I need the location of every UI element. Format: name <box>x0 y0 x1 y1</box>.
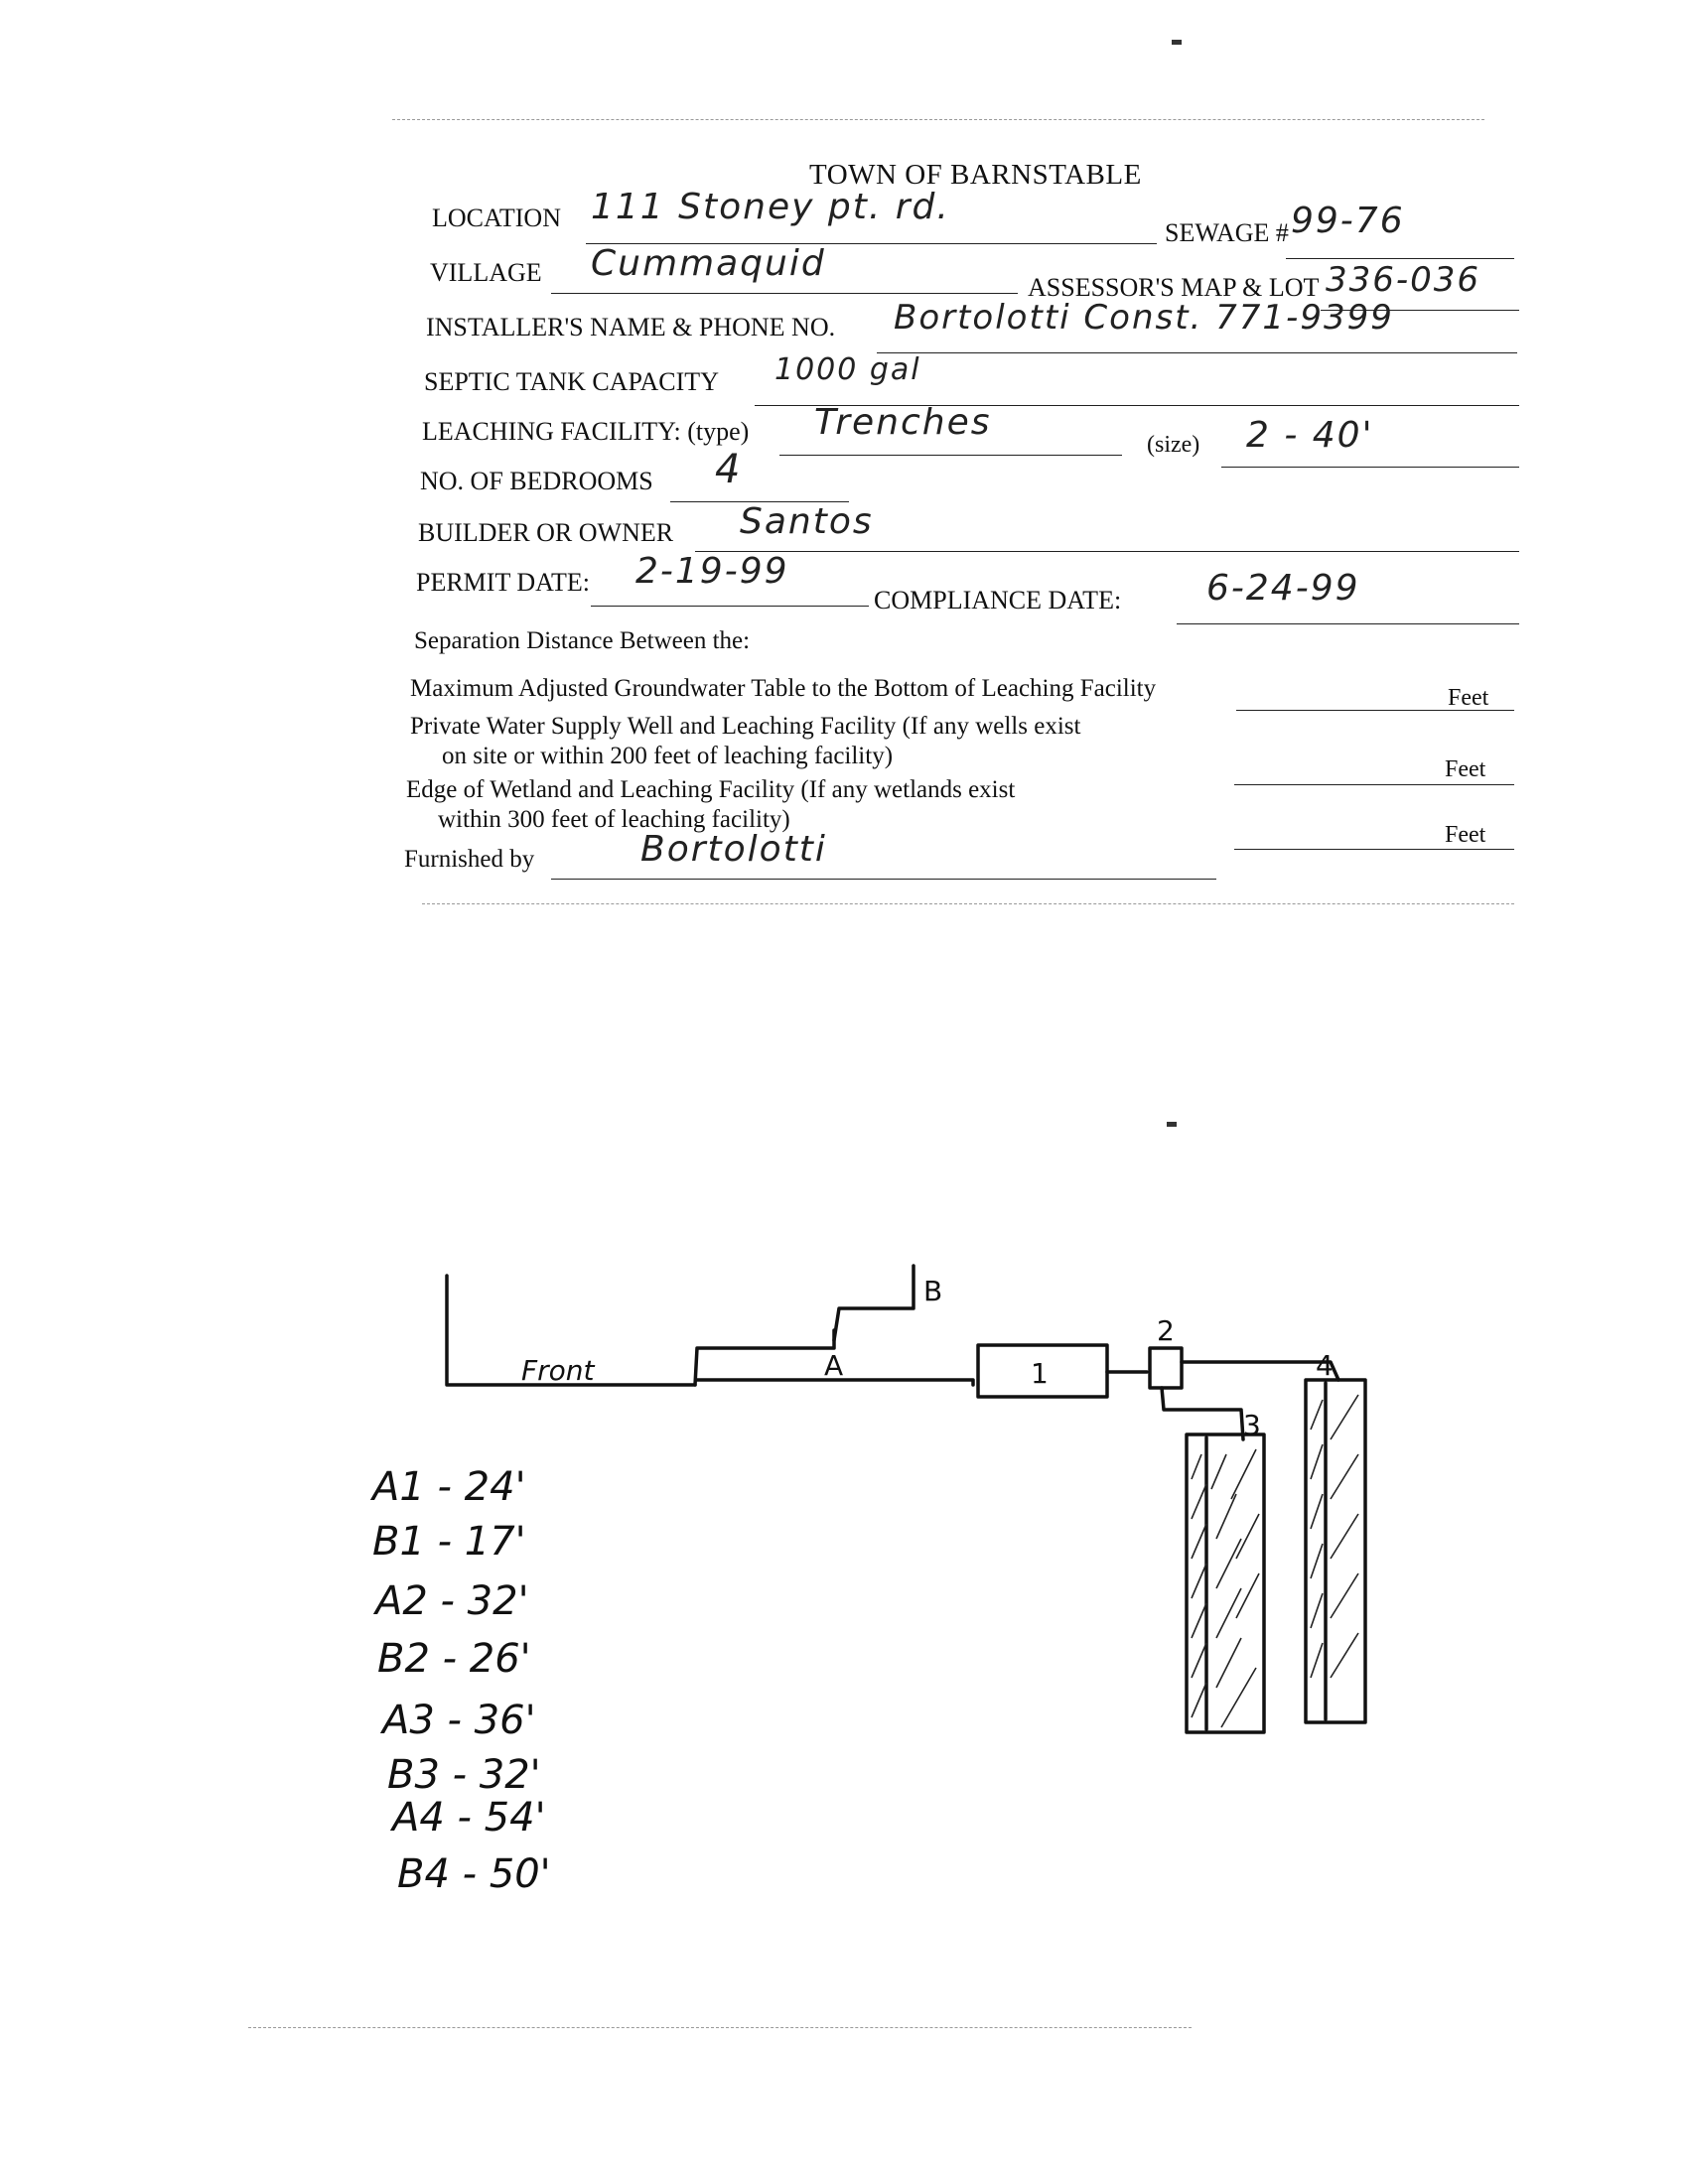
compliance-label: COMPLIANCE DATE: <box>874 586 1122 614</box>
furnished-label: Furnished by <box>404 846 535 873</box>
location-value: 111 Stoney pt. rd. <box>591 187 950 227</box>
size-label: (size) <box>1147 432 1200 458</box>
pipe-to-component-3 <box>1162 1388 1243 1439</box>
branch-b <box>834 1266 914 1340</box>
bedrooms-value: 4 <box>715 447 743 492</box>
front-label: Front <box>521 1354 595 1387</box>
permit-value: 2-19-99 <box>635 551 789 592</box>
installer-label: INSTALLER'S NAME & PHONE NO. <box>426 313 836 341</box>
sewage-value: 99-76 <box>1291 201 1405 241</box>
measurement-item: B4 - 50' <box>397 1851 551 1897</box>
location-label: LOCATION <box>432 204 561 232</box>
separation-heading: Separation Distance Between the: <box>414 627 751 654</box>
measurement-item: A1 - 24' <box>372 1464 526 1510</box>
trench-hatching <box>1192 1395 1358 1727</box>
feet-label-1: Feet <box>1448 685 1489 711</box>
component-1-label: 1 <box>1031 1357 1049 1390</box>
separation-well-line1: Private Water Supply Well and Leaching Facility (If any wells exist <box>410 713 1081 740</box>
separation-groundwater: Maximum Adjusted Groundwater Table to the Bottom of Leaching Facility <box>410 675 1157 702</box>
component-2-box <box>1150 1348 1182 1388</box>
septic-value: 1000 gal <box>774 352 921 387</box>
measurement-item: A3 - 36' <box>382 1698 536 1743</box>
leaching-label: LEACHING FACILITY: (type) <box>422 417 750 446</box>
separation-wetland-line1: Edge of Wetland and Leaching Facility (If any wetlands exist <box>406 776 1016 803</box>
measurement-item: B3 - 32' <box>387 1752 541 1798</box>
measurement-item: A2 - 32' <box>375 1578 529 1624</box>
permit-label: PERMIT DATE: <box>416 568 591 597</box>
compliance-value: 6-24-99 <box>1206 568 1360 609</box>
point-a-label: A <box>824 1349 844 1382</box>
separation-well-line2: on site or within 200 feet of leaching facility) <box>442 743 894 769</box>
size-value: 2 - 40' <box>1246 415 1374 456</box>
assessor-value: 336-036 <box>1326 260 1481 300</box>
leaching-value: Trenches <box>814 402 992 443</box>
septic-system-sketch <box>417 1241 1410 1757</box>
builder-label: BUILDER OR OWNER <box>418 518 674 547</box>
component-2-label: 2 <box>1157 1314 1175 1347</box>
component-3-label: 3 <box>1243 1409 1261 1441</box>
component-4-label: 4 <box>1316 1349 1334 1382</box>
installer-value: Bortolotti Const. 771-9399 <box>894 298 1394 338</box>
measurement-item: A4 - 54' <box>392 1795 546 1841</box>
feet-label-2: Feet <box>1445 756 1486 782</box>
feet-label-3: Feet <box>1445 822 1486 848</box>
separation-wetland-line2: within 300 feet of leaching facility) <box>438 806 790 833</box>
village-value: Cummaquid <box>591 243 826 284</box>
assessor-label: ASSESSOR'S MAP & LOT <box>1028 273 1320 302</box>
point-b-label: B <box>923 1275 943 1307</box>
bedrooms-label: NO. OF BEDROOMS <box>420 467 653 495</box>
location-row <box>432 204 561 233</box>
measurement-item: B1 - 17' <box>372 1519 526 1565</box>
measurement-item: B2 - 26' <box>377 1636 531 1682</box>
builder-value: Santos <box>740 501 874 542</box>
form-title: TOWN OF BARNSTABLE <box>809 159 1142 191</box>
septic-label: SEPTIC TANK CAPACITY <box>424 367 719 396</box>
sewage-label: SEWAGE # <box>1165 218 1289 247</box>
septic-record-card <box>392 149 1524 923</box>
furnished-value: Bortolotti <box>640 829 827 870</box>
village-label: VILLAGE <box>430 258 542 287</box>
